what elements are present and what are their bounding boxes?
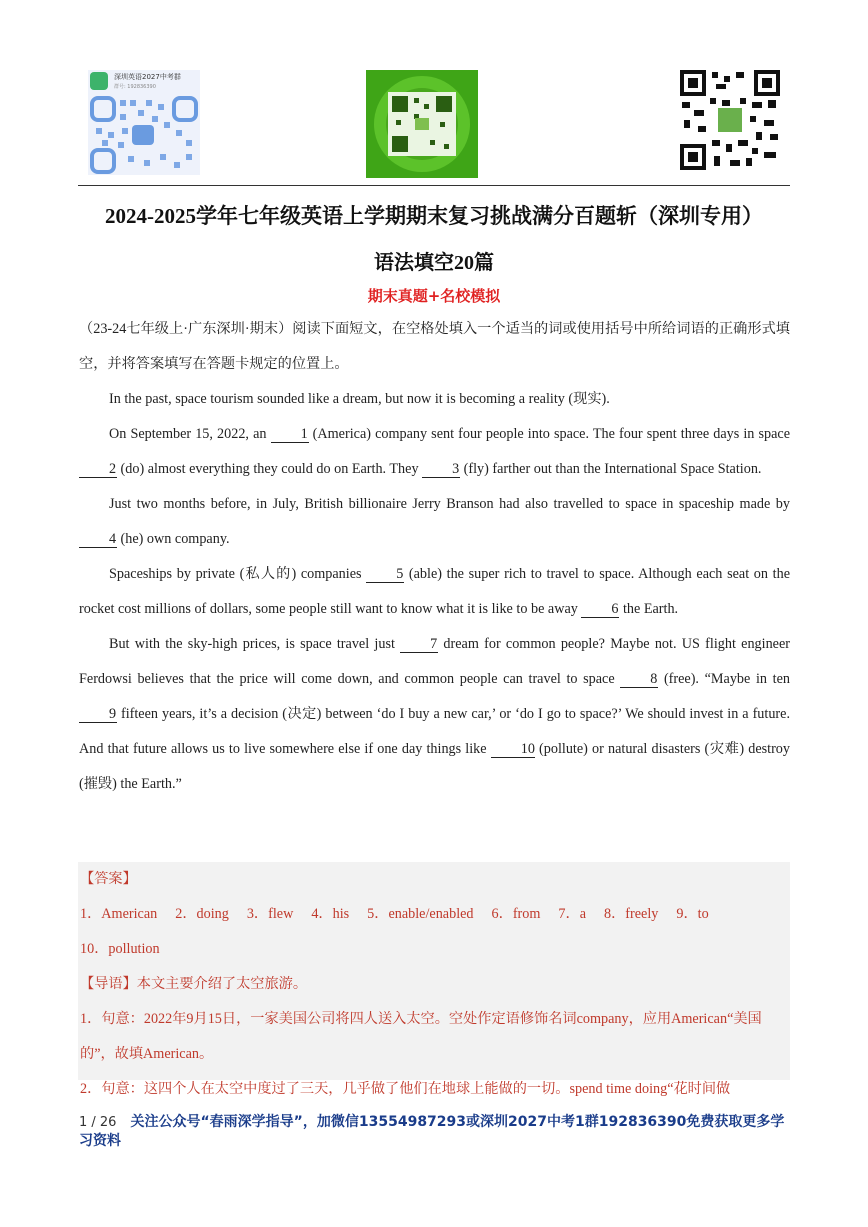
footer-message: 关注公众号“春雨深学指导”，加微信13554987293或深圳2027中考1群192836390免费获取更多学习资料 — [79, 1114, 785, 1149]
passage-paragraph-4: Spaceships by private (私人的) companies 5 (able) the super rich to travel to space. Although each seat on the rocket cost millions of dollars, some people still want to know what it is like to be away 6 the Earth. — [79, 566, 791, 617]
question-body — [79, 312, 790, 802]
official-account-qr-image — [366, 70, 478, 178]
header-divider — [78, 185, 790, 186]
blank-3: 3 — [422, 461, 460, 478]
passage-paragraph-2: On September 15, 2022, an 1 (America) company sent four people into space. The four spent three days in space 2 (do) almost everything they could do on Earth. They 3 (fly) farther out than the International Space Station. — [79, 417, 790, 487]
section-tag: 期末真题+名校模拟 — [367, 287, 501, 305]
qr-group-label: 深圳英语2027中考群 — [114, 73, 181, 81]
qr-group-number: 群号: 192836390 — [114, 84, 156, 90]
instruction: （23-24七年级上·广东深圳·期末）阅读下面短文，在空格处填入一个适当的词或使用括号中所给词语的正确形式填空，并将答案填写在答题卡规定的位置上。 — [79, 321, 790, 372]
answer-label: 【答案】 — [80, 871, 137, 887]
answer-item-10: 10．pollution — [80, 941, 160, 957]
page-footer — [79, 1113, 791, 1151]
blank-10: 10 — [491, 741, 535, 758]
answer-item: 4．his — [311, 906, 350, 922]
explanation-1: 1．句意：2022年9月15日，一家美国公司将四人送入太空。空处作定语修饰名词company，应用American“美国的”，故填American。 — [80, 1011, 762, 1062]
wechat-contact-qr-image — [680, 70, 780, 170]
answer-item: 2．doing — [175, 906, 229, 922]
guide-label: 【导语】 — [80, 976, 137, 992]
answer-section — [78, 862, 790, 1097]
answer-item: 1．American — [80, 906, 158, 922]
blank-2: 2 — [79, 461, 117, 478]
answer-item: 3．flew — [246, 906, 294, 922]
passage-paragraph-1: In the past, space tourism sounded like a dream, but now it is becoming a reality (现实). — [109, 391, 610, 407]
blank-6: 6 — [581, 601, 619, 618]
blank-8: 8 — [620, 671, 658, 688]
document-title: 2024-2025学年七年级英语上学期期末复习挑战满分百题斩（深圳专用） — [105, 204, 763, 228]
blank-1: 1 — [271, 426, 309, 443]
answer-list — [80, 897, 788, 932]
guide — [80, 967, 788, 1002]
guide-text: 本文主要介绍了太空旅游。 — [136, 976, 308, 992]
blank-9: 9 — [79, 706, 117, 723]
blank-5: 5 — [366, 566, 404, 583]
answer-item: 9．to — [676, 906, 709, 922]
blank-7: 7 — [400, 636, 438, 653]
answer-item: 6．from — [491, 906, 541, 922]
wechat-group-qr-image — [88, 70, 200, 175]
blank-4: 4 — [79, 531, 117, 548]
passage-paragraph-5: But with the sky-high prices, is space travel just 7 dream for common people? Maybe not. US flight engineer Ferdowsi believes that the price will come down, and common people can travel to space 8 (free). “Maybe in ten 9 fifteen years, it’s a decision (决定) between ‘do I buy a new car,’ or ‘do I go to space?’ We should invest in a future. And that future allows us to live somewhere else if one day things like 10 (pollute) or natural disasters (灾难) destroy (摧毁) the Earth.” — [79, 636, 790, 792]
document-subtitle: 语法填空20篇 — [374, 252, 494, 274]
page-number: 1 / 26 — [79, 1115, 117, 1130]
passage-paragraph-3: Just two months before, in July, British billionaire Jerry Branson had also travelled to space in spaceship made by 4 (he) own company. — [79, 487, 790, 557]
answer-item: 5．enable/enabled — [367, 906, 474, 922]
answer-item: 8．freely — [604, 906, 659, 922]
explanation-2: 2．句意：这四个人在太空中度过了三天，几乎做了他们在地球上能做的一切。spend time doing“花时间做 — [80, 1081, 731, 1097]
answer-item: 7．a — [558, 906, 586, 922]
